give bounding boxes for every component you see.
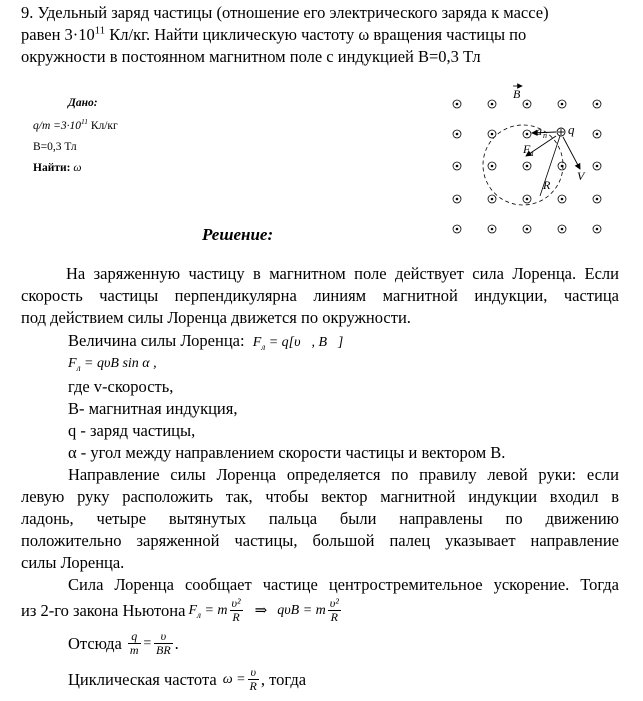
label-v: V [577, 169, 585, 183]
given-title: Дано: [68, 97, 98, 109]
para2-line-3: ладонь, четыре вытянутых пальца были направлены по движению [21, 509, 619, 528]
label-f-sub: л [530, 149, 534, 158]
fraction-q-m: $\frac{q}{m}$ [129, 629, 139, 657]
field-dot-center [491, 103, 494, 106]
field-dot-center [561, 198, 564, 201]
field-dot-center [491, 133, 494, 136]
para2-line-5: силы Лоренца. [21, 553, 125, 572]
problem-line-1 [21, 2, 626, 24]
given-qm-unit: Кл/кг [87, 120, 118, 132]
label-f: F [523, 142, 531, 156]
field-dot-center [526, 228, 529, 231]
problem-line-3: окружности в постоянном магнитном поле с индукцией B=0,3 Тл [21, 47, 481, 66]
para1-line-1: На заряженную частицу в магнитном поле действует сила Лоренца. Если [66, 264, 619, 283]
field-dot-center [596, 103, 599, 106]
given-find [33, 161, 81, 175]
field-dot-center [526, 103, 529, 106]
field-dot-center [526, 165, 529, 168]
para2-line-1: Направление силы Лоренца определяется по правилу левой руки: если [68, 465, 619, 484]
fraction-v2-r: $\frac{\text{υ²}}{R}$ [231, 596, 241, 624]
para3-line-2 [21, 597, 343, 624]
hence-label: Отсюда [68, 633, 122, 653]
find-var: ω [73, 162, 82, 174]
problem-number: 9. [21, 3, 34, 22]
field-dot-center [526, 133, 529, 136]
cyclic-line: Циклическая частота ω = $\frac{\upsilon}{R}$ , тогда [68, 665, 307, 693]
field-dot-center [561, 228, 564, 231]
newton-label: из 2-го закона Ньютона [21, 600, 186, 620]
field-dot-center [526, 198, 529, 201]
def-q: q - заряд частицы, [68, 421, 196, 440]
label-b: B [513, 87, 521, 101]
field-dot-center [596, 228, 599, 231]
newton-formula-right: qυB = m [277, 602, 326, 618]
hence-line: Отсюда $\frac{q}{m}$ = $\frac{\upsilon}{BR}$ . [68, 629, 179, 657]
field-dot-center [491, 228, 494, 231]
problem-text-2a: равен 3·10 [21, 25, 95, 44]
given-qm-prefix: q/m =3·10 [33, 120, 82, 132]
force-label: Величина силы Лоренца: [68, 331, 245, 350]
cyclic-label: Циклическая частота [68, 669, 217, 689]
problem-exponent: 11 [94, 24, 106, 37]
fraction-v2-r-2: $\frac{\text{υ²}}{R}$ [329, 596, 339, 624]
field-dot-center [596, 133, 599, 136]
field-dot-center [456, 228, 459, 231]
given-qm-exp: 11 [81, 117, 88, 127]
def-v: где v-скорость, [68, 377, 174, 396]
cyclic-tail: , тогда [260, 669, 307, 689]
def-alpha: α - угол между направлением скорости частицы и вектором B. [68, 443, 506, 462]
field-dot-center [491, 198, 494, 201]
label-r: R [543, 178, 551, 192]
given-b: B=0,3 Тл [33, 141, 77, 153]
field-dot-center [561, 103, 564, 106]
field-dot-center [491, 165, 494, 168]
field-dot-center [456, 103, 459, 106]
find-label: Найти: [33, 162, 71, 174]
newton-formula-left: $F_л = m$ [188, 602, 228, 620]
problem-text-2b: Кл/кг. Найти циклическую частоту ω вращения частицы по [105, 25, 527, 44]
solution-heading: Решение: [202, 225, 274, 244]
label-q: q [568, 122, 575, 137]
label-a-sub: n [543, 131, 547, 140]
formula-vector: $F_л$ = q[υ⃗, B⃗] [252, 335, 344, 352]
magnetic-field-figure [440, 78, 630, 248]
field-dot-center [456, 133, 459, 136]
para1-line-2: скорость частицы перпендикулярна линиям магнитной индукции, частица [21, 286, 619, 305]
field-dot-center [456, 198, 459, 201]
para2-line-2: левую руку расположить так, чтобы вектор магнитной индукции входил в [21, 487, 619, 506]
problem-line-2 [21, 24, 626, 46]
fraction-v-br: $\frac{\upsilon}{BR}$ [155, 629, 171, 657]
field-dot-center [596, 165, 599, 168]
problem-text-1: Удельный заряд частицы (отношение его электрического заряда к массе) [37, 3, 549, 22]
fraction-v-r: $\frac{\upsilon}{R}$ [249, 665, 257, 693]
field-dot-center [456, 165, 459, 168]
force-line [68, 330, 343, 354]
def-b: B- магнитная индукция, [68, 399, 238, 418]
formula-scalar: $F_л = q\upsilon B$ sin α , [68, 356, 157, 373]
field-dot-center [596, 198, 599, 201]
label-a: a [536, 124, 542, 138]
implies-icon: ⇒ [254, 602, 268, 619]
given-qm [33, 119, 118, 133]
para3-line-1: Сила Лоренца сообщает частице центростремительное ускорение. Тогда [68, 575, 619, 594]
para2-line-4: положительно заряженной частицы, большой палец указывает направление [21, 531, 619, 550]
para1-line-3: под действием силы Лоренца движется по окружности. [21, 308, 411, 327]
